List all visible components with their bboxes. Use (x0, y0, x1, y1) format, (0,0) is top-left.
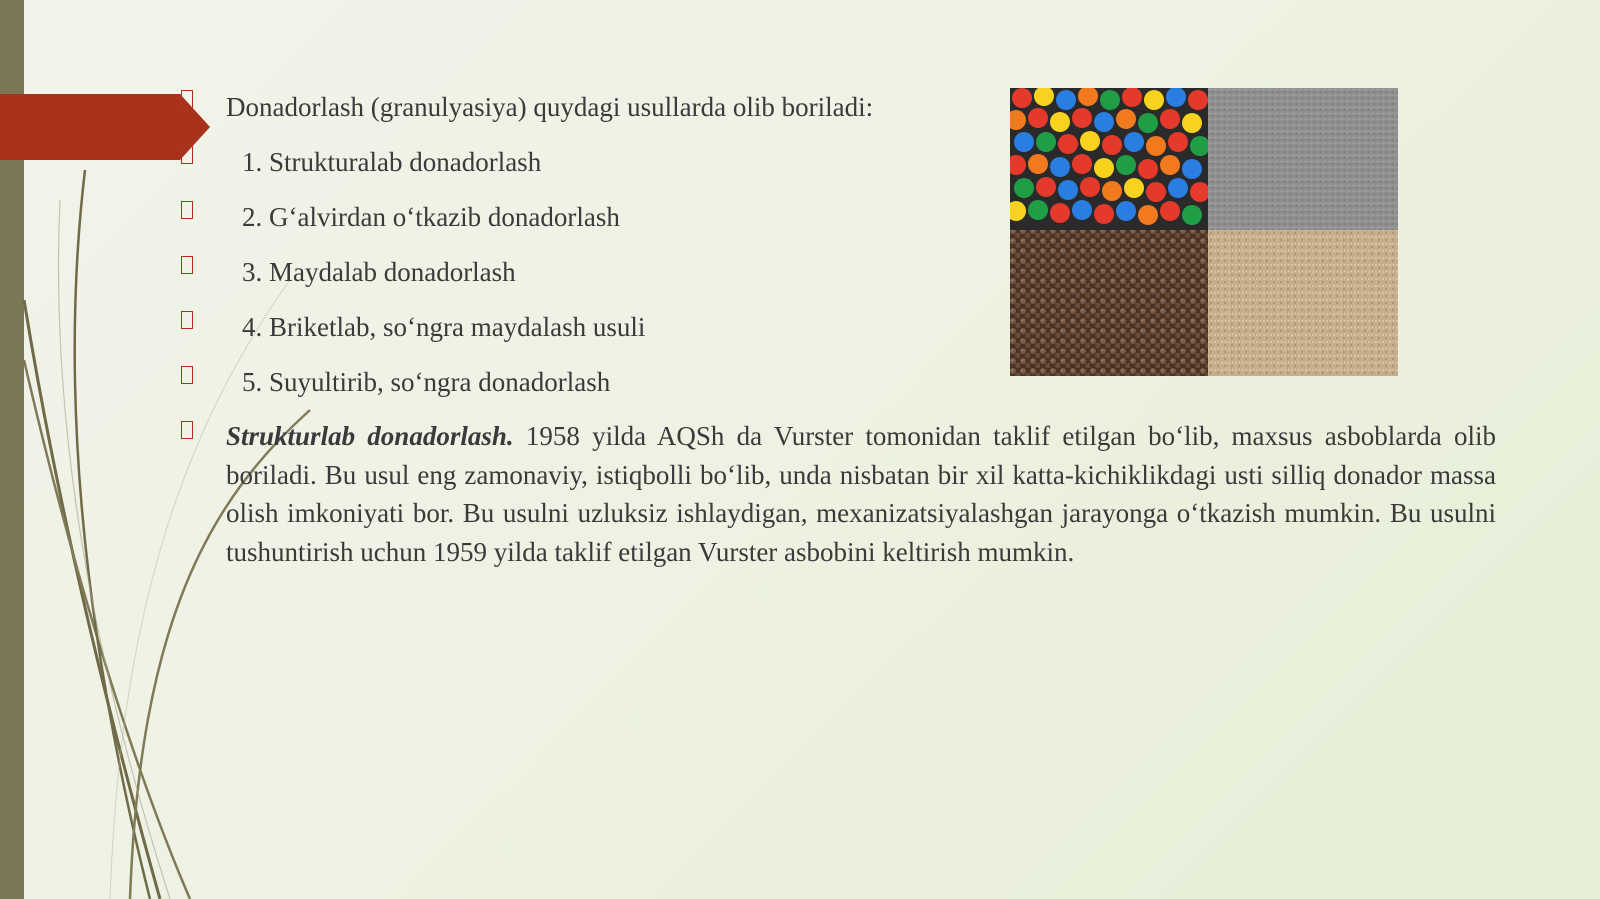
list-item: 4. Briketlab, so‘ngra maydalash usuli (242, 312, 646, 342)
bullet-icon (181, 366, 193, 384)
bullet-icon (181, 201, 193, 219)
list-item: 2. G‘alvirdan o‘tkazib donadorlash (242, 202, 620, 232)
list-item: 1. Strukturalab donadorlash (242, 147, 542, 177)
description-paragraph (226, 417, 1496, 571)
bullet-icon (181, 421, 193, 439)
granules-photo (1010, 88, 1398, 376)
bullet-icon (181, 146, 193, 164)
grey-granules (1208, 88, 1398, 230)
bullet-icon (181, 311, 193, 329)
intro-text: Donadorlash (granulyasiya) quydagi usullarda olib boriladi: (226, 92, 874, 122)
bullet-icon (181, 90, 193, 108)
paragraph-body: 1958 yilda AQSh da Vurster tomonidan taklif etilgan bo‘lib, maxsus asboblarda olib boriladi. Bu usul eng zamonaviy, istiqbolli bo‘lib, unda nisbatan bir xil katta-kichiklikdagi usti silliq donador massa olish imkoniyati bor. Bu usulni uzluksiz ishlaydigan, mexanizatsiyalashgan jarayonga o‘tkazish mumkin. Bu usulni tushuntirish uchun 1959 yilda taklif etilgan Vurster asbobini keltirish mumkin. (226, 421, 1496, 567)
arrow-shape (0, 94, 210, 160)
slide-marker-arrow (0, 94, 210, 160)
list-item: 3. Maydalab donadorlash (242, 257, 516, 287)
brown-pellets (1010, 230, 1208, 376)
paragraph-lead: Strukturlab donadorlash. (226, 421, 514, 451)
bullet-icon (181, 256, 193, 274)
list-item: 5. Suyultirib, so‘ngra donadorlash (242, 367, 611, 397)
tan-granules (1208, 230, 1398, 376)
